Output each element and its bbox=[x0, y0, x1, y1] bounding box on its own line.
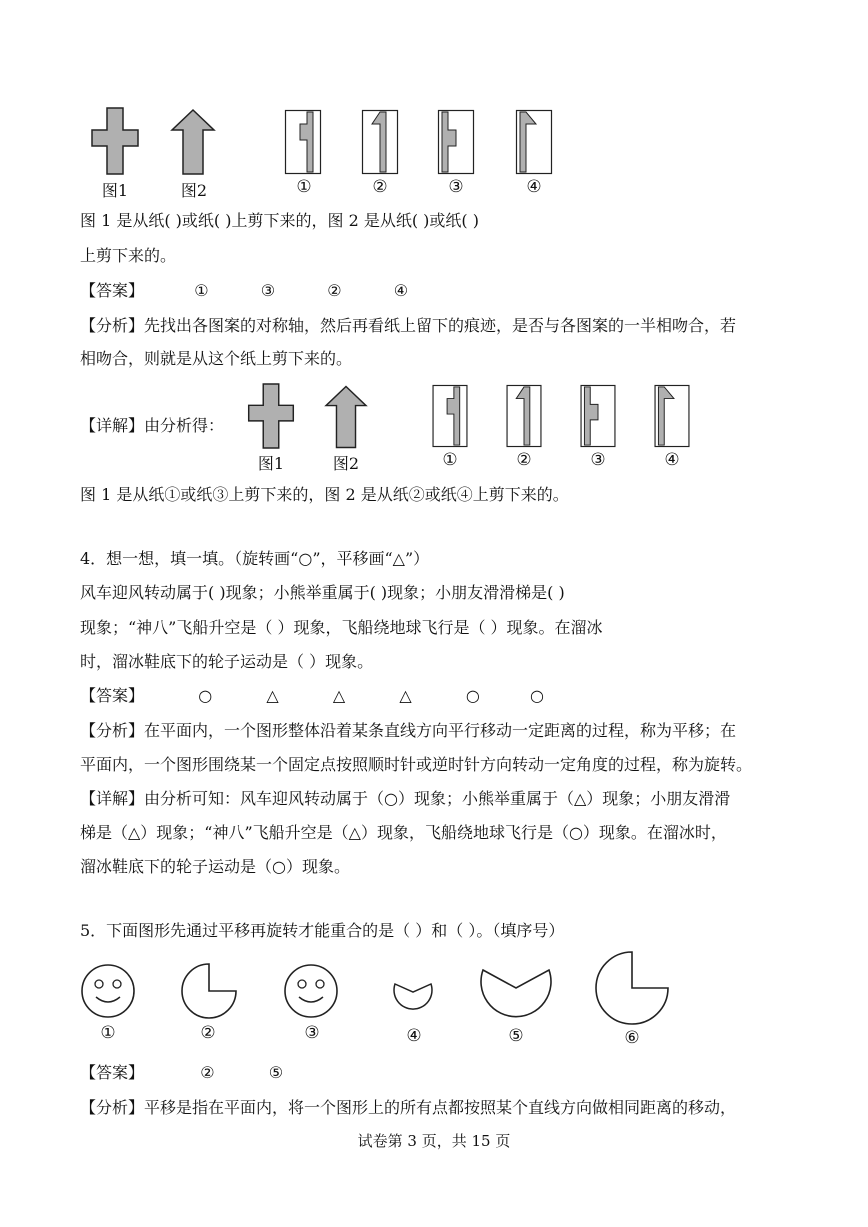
figure-2-label: 图2 bbox=[180, 181, 208, 200]
figure-1-label-repeat: 图1 bbox=[257, 454, 285, 473]
q3-question-line1: 图 1 是从纸( )或纸( )上剪下来的，图 2 是从纸( )或纸( ) bbox=[80, 211, 479, 230]
answer-value: ⑤ bbox=[268, 1063, 284, 1082]
page-footer: 试卷第 3 页，共 15 页 bbox=[357, 1132, 511, 1150]
q4-line2: 现象；“神八”飞船升空是（ ）现象，飞船绕地球飞行是（ ）现象。在溜冰 bbox=[80, 618, 603, 637]
answer-value: ① bbox=[194, 281, 209, 300]
shape-3-label: ③ bbox=[304, 1023, 320, 1043]
figure-2-arrow-icon bbox=[172, 110, 214, 174]
figure-2-label-repeat: 图2 bbox=[332, 454, 360, 473]
detail-tag: 【详解】 bbox=[80, 416, 145, 435]
figure-2-arrow-icon-repeat bbox=[326, 386, 366, 448]
q5-analysis-line1: 【分析】平移是指在平面内，将一个图形上的所有点都按照某个直线方向做相同距离的移动， bbox=[80, 1098, 737, 1117]
q3-detail-conclusion: 图 1 是从纸①或纸③上剪下来的，图 2 是从纸②或纸④上剪下来的。 bbox=[80, 485, 569, 504]
paper-3-icon-repeat bbox=[580, 385, 616, 447]
q3-question-line2: 上剪下来的。 bbox=[80, 246, 177, 265]
q4-line3: 时，溜冰鞋底下的轮子运动是（ ）现象。 bbox=[80, 652, 374, 671]
answer-tag: 【答案】 bbox=[80, 1063, 145, 1082]
paper-4-icon bbox=[516, 110, 552, 174]
paper-3-label: ③ bbox=[448, 177, 464, 197]
pacman-large-shape-5 bbox=[480, 962, 552, 1022]
figure-1-cross-icon bbox=[92, 108, 138, 174]
q4-line1: 风车迎风转动属于( )现象；小熊举重属于( )现象；小朋友滑滑梯是( ) bbox=[80, 583, 565, 602]
paper-2-icon-repeat bbox=[506, 385, 542, 447]
paper-3-label-repeat: ③ bbox=[590, 450, 606, 470]
q3-answer-row bbox=[80, 280, 408, 302]
q4-analysis-line2: 平面内，一个图形围绕某一个固定点按照顺时针或逆时针方向转动一定角度的过程，称为旋转。 bbox=[80, 755, 753, 774]
answer-tag: 【答案】 bbox=[80, 281, 145, 300]
shape-4-label: ④ bbox=[406, 1026, 422, 1046]
analysis-tag: 【分析】 bbox=[80, 721, 145, 740]
q4-answer-row bbox=[80, 685, 544, 707]
answer-value: △ bbox=[332, 686, 346, 705]
shape-2-label: ② bbox=[200, 1023, 216, 1043]
answer-value: △ bbox=[399, 686, 412, 705]
paper-2-icon bbox=[362, 110, 398, 174]
paper-4-icon-repeat bbox=[654, 385, 690, 447]
q4-analysis-line1: 【分析】在平面内，一个图形整体沿着某条直线方向平行移动一定距离的过程，称为平移；在 bbox=[80, 721, 737, 740]
answer-value: ○ bbox=[530, 686, 544, 705]
q4-detail-line2: 梯是（△）现象；“神八”飞船升空是（△）现象，飞船绕地球飞行是（○）现象。在溜冰时， bbox=[80, 823, 727, 842]
figure-1-cross-icon-repeat bbox=[248, 384, 294, 448]
pacman-small-shape-4 bbox=[393, 978, 433, 1010]
q3-analysis-line2: 相吻合，则就是从这个纸上剪下来的。 bbox=[80, 349, 353, 368]
answer-value: ② bbox=[327, 281, 342, 300]
answer-value: △ bbox=[266, 686, 279, 705]
paper-4-label-repeat: ④ bbox=[664, 450, 680, 470]
q4-title: 4．想一想，填一填。（旋转画“○”，平移画“△”） bbox=[80, 549, 430, 568]
paper-1-icon bbox=[285, 110, 321, 174]
shape-5-label: ⑤ bbox=[508, 1026, 524, 1046]
paper-1-label-repeat: ① bbox=[442, 450, 458, 470]
q4-detail-line3: 溜冰鞋底下的轮子运动是（○）现象。 bbox=[80, 857, 350, 876]
answer-tag: 【答案】 bbox=[80, 686, 145, 705]
paper-1-label: ① bbox=[296, 177, 312, 197]
q3-detail-line: 【详解】由分析得： bbox=[80, 416, 225, 435]
paper-2-label-repeat: ② bbox=[516, 450, 532, 470]
answer-value: ③ bbox=[260, 281, 276, 300]
paper-4-label: ④ bbox=[526, 177, 542, 197]
analysis-tag: 【分析】 bbox=[80, 1098, 145, 1117]
q5-title: 5．下面图形先通过平移再旋转才能重合的是（ ）和（ ）。（填序号） bbox=[80, 921, 565, 940]
answer-value: ② bbox=[200, 1063, 215, 1082]
q5-answer-row bbox=[80, 1062, 283, 1084]
shape-1-label: ① bbox=[100, 1023, 116, 1043]
answer-value: ○ bbox=[198, 686, 213, 705]
figure-1-label: 图1 bbox=[101, 181, 129, 200]
paper-1-icon-repeat bbox=[432, 385, 468, 447]
paper-2-label: ② bbox=[372, 177, 388, 197]
smiley-face-shape-1 bbox=[80, 963, 136, 1019]
q4-detail-line1: 【详解】由分析可知：风车迎风转动属于（○）现象；小熊举重属于（△）现象；小朋友滑滑 bbox=[80, 789, 731, 808]
pie-cut-shape-2 bbox=[180, 962, 238, 1020]
smiley-face-shape-3 bbox=[283, 963, 339, 1019]
answer-value: ④ bbox=[393, 281, 409, 300]
paper-3-icon bbox=[438, 110, 474, 174]
answer-value: ○ bbox=[465, 686, 480, 705]
detail-tag: 【详解】 bbox=[80, 789, 145, 808]
q3-analysis-line1: 【分析】先找出各图案的对称轴，然后再看纸上留下的痕迹，是否与各图案的一半相吻合，若 bbox=[80, 316, 737, 335]
shape-6-label: ⑥ bbox=[624, 1028, 640, 1048]
analysis-tag: 【分析】 bbox=[80, 316, 145, 335]
pie-cut-large-shape-6 bbox=[594, 950, 670, 1026]
